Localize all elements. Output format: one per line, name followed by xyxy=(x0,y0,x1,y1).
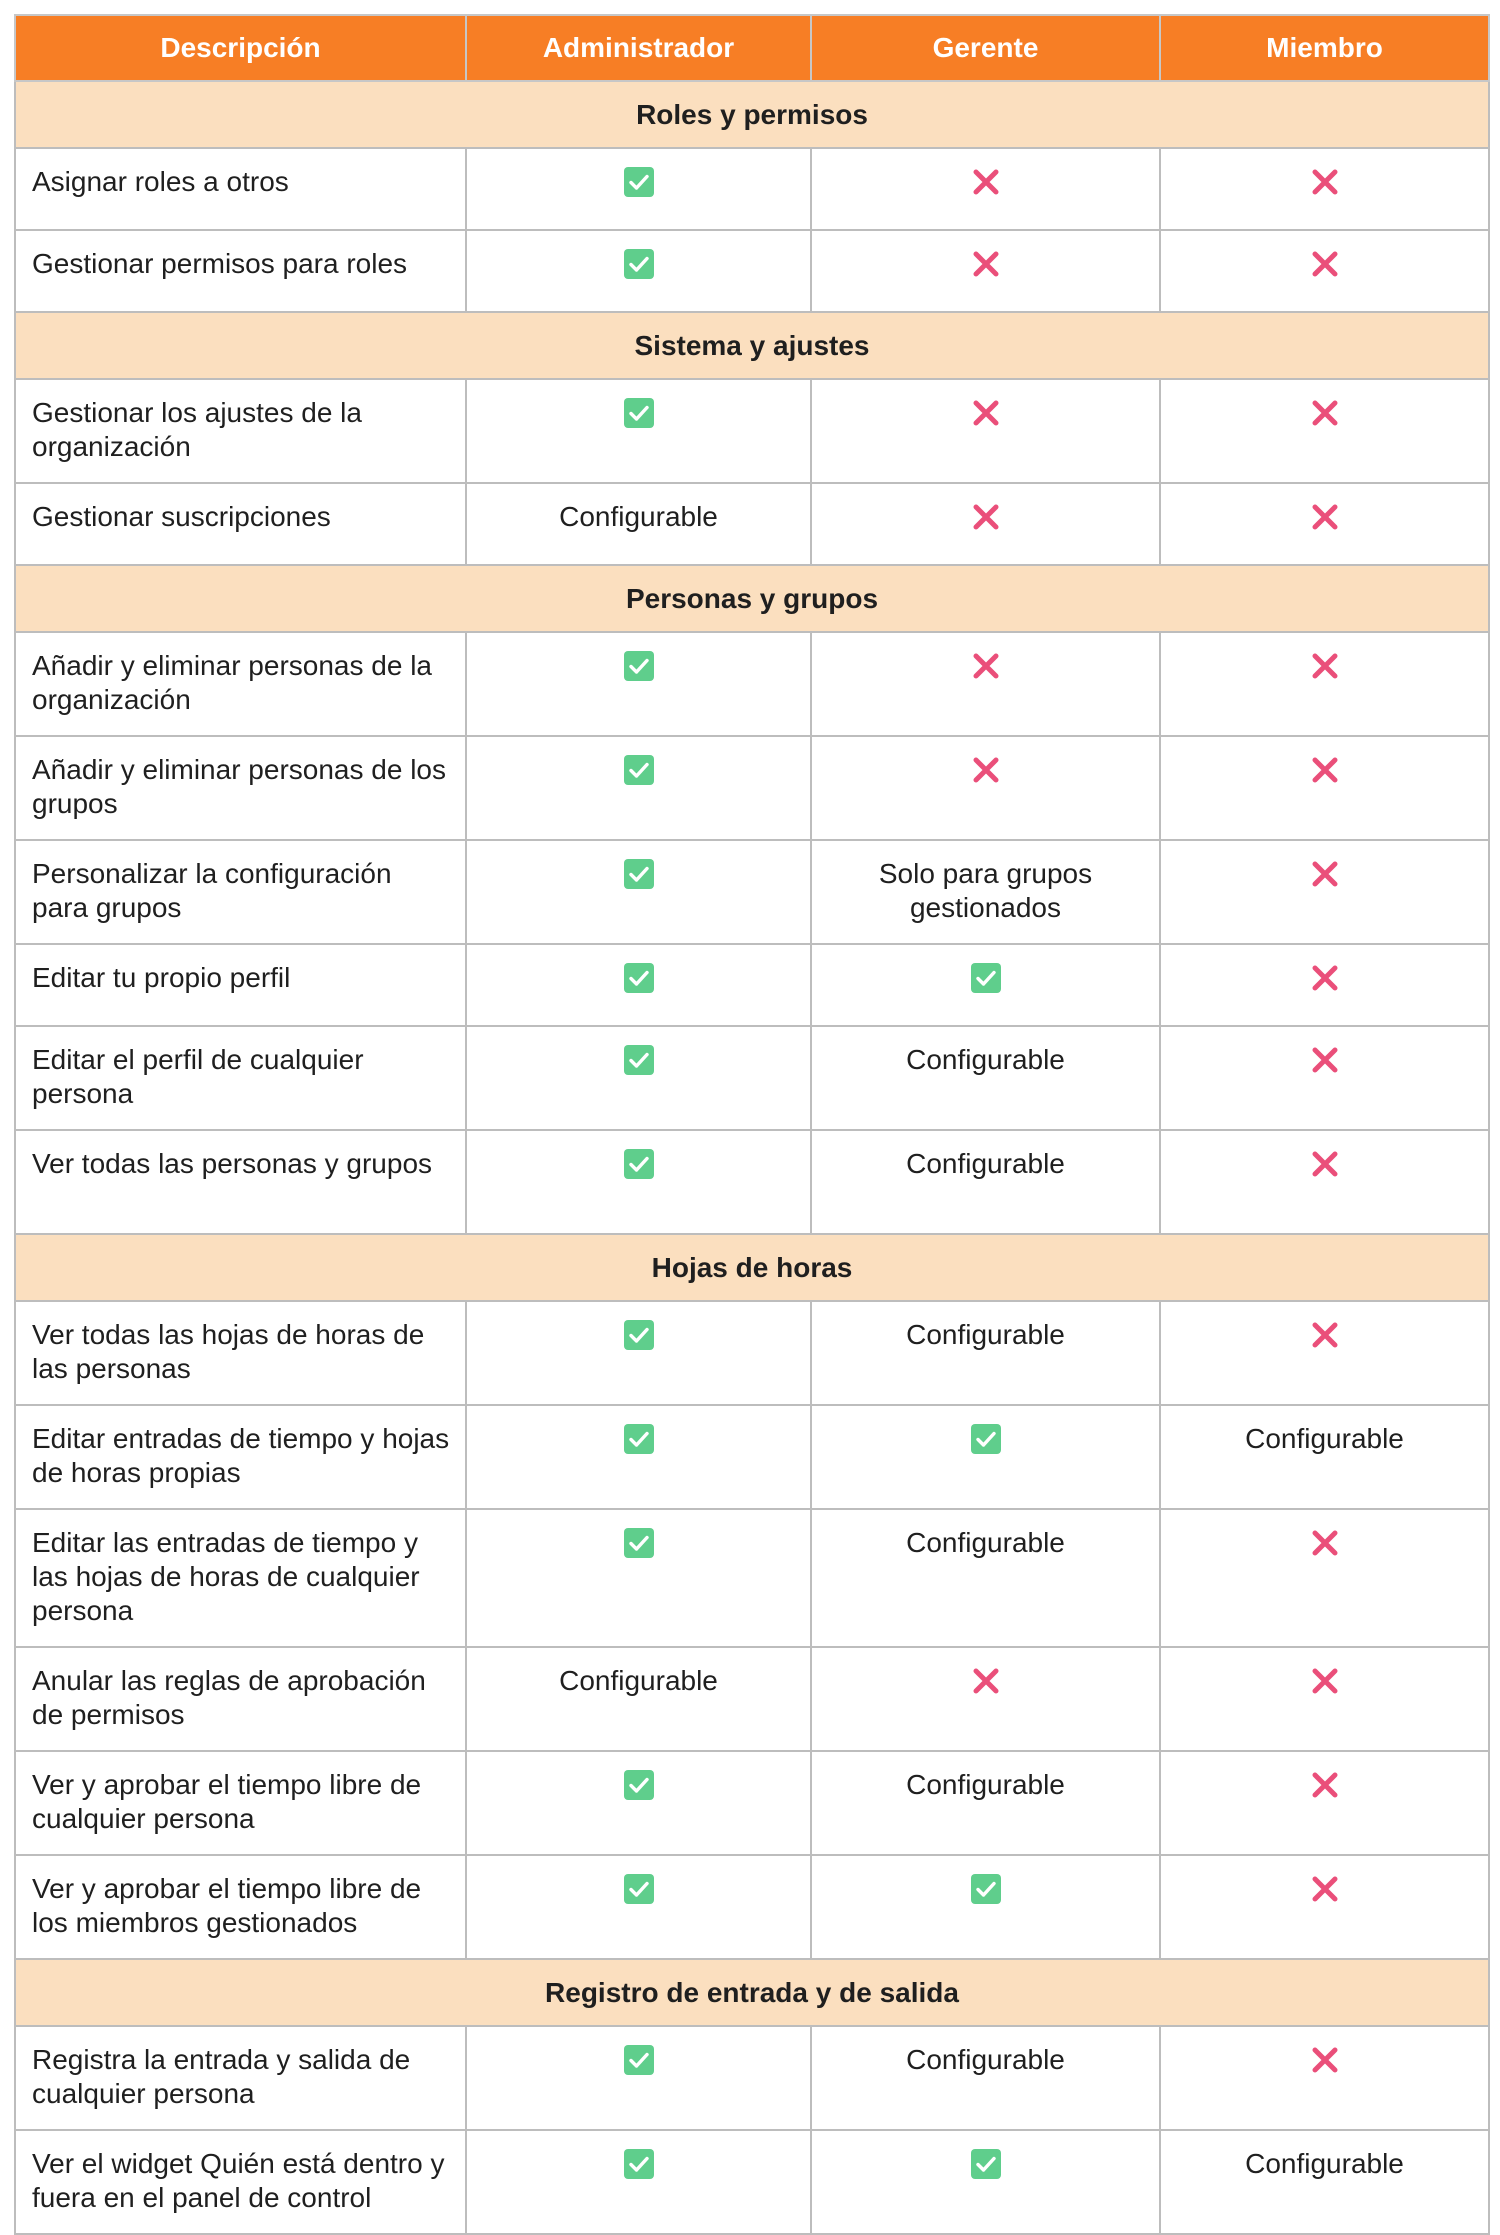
check-icon xyxy=(624,1149,654,1179)
cell-manager xyxy=(811,840,1160,944)
cell-manager xyxy=(811,1855,1160,1959)
cross-icon xyxy=(969,165,1003,199)
cross-icon xyxy=(1308,500,1342,534)
check-icon xyxy=(624,1424,654,1454)
header-row xyxy=(15,15,1489,81)
cell-member xyxy=(1160,148,1489,230)
table-row xyxy=(15,1751,1489,1855)
cell-admin xyxy=(466,483,811,565)
permission-description: Gestionar permisos para roles xyxy=(15,230,466,312)
permissions-table-container xyxy=(14,14,1488,2235)
cell-text: Configurable xyxy=(1245,2148,1404,2179)
permission-description: Ver y aprobar el tiempo libre de los miembros gestionados xyxy=(15,1855,466,1959)
table-row xyxy=(15,1301,1489,1405)
cell-manager xyxy=(811,230,1160,312)
section-title: Roles y permisos xyxy=(15,81,1489,148)
table-row xyxy=(15,483,1489,565)
check-icon xyxy=(624,1770,654,1800)
cell-text: Configurable xyxy=(1245,1423,1404,1454)
cell-manager xyxy=(811,1130,1160,1234)
permission-description: Editar entradas de tiempo y hojas de horas propias xyxy=(15,1405,466,1509)
table-row xyxy=(15,944,1489,1026)
cell-member xyxy=(1160,840,1489,944)
cell-text: Configurable xyxy=(906,1527,1065,1558)
cell-text: Configurable xyxy=(906,1769,1065,1800)
permission-description: Ver el widget Quién está dentro y fuera en el panel de control xyxy=(15,2130,466,2234)
cell-manager xyxy=(811,1751,1160,1855)
cell-admin xyxy=(466,632,811,736)
table-row xyxy=(15,1026,1489,1130)
table-row xyxy=(15,1130,1489,1234)
cell-admin xyxy=(466,379,811,483)
check-icon xyxy=(624,1874,654,1904)
permissions-table xyxy=(14,14,1490,2235)
cell-manager xyxy=(811,2026,1160,2130)
cross-icon xyxy=(1308,753,1342,787)
cell-manager xyxy=(811,1301,1160,1405)
table-row xyxy=(15,632,1489,736)
section-title: Sistema y ajustes xyxy=(15,312,1489,379)
cell-member xyxy=(1160,1855,1489,1959)
section-row xyxy=(15,312,1489,379)
cell-member xyxy=(1160,1647,1489,1751)
cross-icon xyxy=(969,500,1003,534)
table-row xyxy=(15,230,1489,312)
header-member: Miembro xyxy=(1160,15,1489,81)
table-row xyxy=(15,736,1489,840)
cell-member xyxy=(1160,1405,1489,1509)
permission-description: Personalizar la configuración para grupos xyxy=(15,840,466,944)
check-icon xyxy=(624,1528,654,1558)
cell-admin xyxy=(466,944,811,1026)
check-icon xyxy=(971,2149,1001,2179)
section-row xyxy=(15,81,1489,148)
cell-admin xyxy=(466,2130,811,2234)
table-body xyxy=(15,81,1489,2234)
cross-icon xyxy=(969,649,1003,683)
cross-icon xyxy=(1308,961,1342,995)
section-title: Personas y grupos xyxy=(15,565,1489,632)
check-icon xyxy=(971,1874,1001,1904)
cell-member xyxy=(1160,1026,1489,1130)
section-title: Hojas de horas xyxy=(15,1234,1489,1301)
section-row xyxy=(15,1234,1489,1301)
permission-description: Añadir y eliminar personas de los grupos xyxy=(15,736,466,840)
check-icon xyxy=(624,963,654,993)
cell-text: Solo para grupos gestionados xyxy=(878,858,1093,923)
cell-manager xyxy=(811,944,1160,1026)
check-icon xyxy=(624,1320,654,1350)
permission-description: Registra la entrada y salida de cualquier persona xyxy=(15,2026,466,2130)
table-row xyxy=(15,1647,1489,1751)
table-row xyxy=(15,1855,1489,1959)
cell-admin xyxy=(466,2026,811,2130)
cross-icon xyxy=(969,753,1003,787)
permission-description: Anular las reglas de aprobación de permisos xyxy=(15,1647,466,1751)
cell-text: Configurable xyxy=(906,1319,1065,1350)
permission-description: Ver todas las personas y grupos xyxy=(15,1130,466,1234)
cell-admin xyxy=(466,1026,811,1130)
permission-description: Gestionar suscripciones xyxy=(15,483,466,565)
cell-text: Configurable xyxy=(559,501,718,532)
section-title: Registro de entrada y de salida xyxy=(15,1959,1489,2026)
check-icon xyxy=(624,2045,654,2075)
cell-member xyxy=(1160,2026,1489,2130)
cell-manager xyxy=(811,148,1160,230)
check-icon xyxy=(624,398,654,428)
table-row xyxy=(15,840,1489,944)
permission-description: Editar las entradas de tiempo y las hojas de horas de cualquier persona xyxy=(15,1509,466,1647)
cell-member xyxy=(1160,230,1489,312)
check-icon xyxy=(971,963,1001,993)
permission-description: Editar tu propio perfil xyxy=(15,944,466,1026)
cell-member xyxy=(1160,379,1489,483)
table-row xyxy=(15,1405,1489,1509)
cell-admin xyxy=(466,1855,811,1959)
permission-description: Ver todas las hojas de horas de las personas xyxy=(15,1301,466,1405)
check-icon xyxy=(624,651,654,681)
cell-admin xyxy=(466,230,811,312)
cross-icon xyxy=(969,247,1003,281)
permission-description: Añadir y eliminar personas de la organización xyxy=(15,632,466,736)
cross-icon xyxy=(1308,396,1342,430)
cell-member xyxy=(1160,1301,1489,1405)
cross-icon xyxy=(1308,1147,1342,1181)
cell-manager xyxy=(811,1509,1160,1647)
permission-description: Ver y aprobar el tiempo libre de cualquier persona xyxy=(15,1751,466,1855)
permission-description: Asignar roles a otros xyxy=(15,148,466,230)
table-row xyxy=(15,148,1489,230)
cross-icon xyxy=(1308,1768,1342,1802)
cell-member xyxy=(1160,1509,1489,1647)
table-row xyxy=(15,2130,1489,2234)
cell-admin xyxy=(466,1509,811,1647)
cross-icon xyxy=(1308,1043,1342,1077)
cell-member xyxy=(1160,1130,1489,1234)
cross-icon xyxy=(1308,1526,1342,1560)
cross-icon xyxy=(1308,857,1342,891)
cell-admin xyxy=(466,1130,811,1234)
cell-text: Configurable xyxy=(906,1148,1065,1179)
cell-manager xyxy=(811,379,1160,483)
section-row xyxy=(15,565,1489,632)
cell-member xyxy=(1160,944,1489,1026)
cross-icon xyxy=(969,1664,1003,1698)
cross-icon xyxy=(1308,1872,1342,1906)
header-manager: Gerente xyxy=(811,15,1160,81)
cross-icon xyxy=(1308,1664,1342,1698)
cell-admin xyxy=(466,840,811,944)
cell-admin xyxy=(466,1405,811,1509)
cross-icon xyxy=(1308,1318,1342,1352)
cell-manager xyxy=(811,632,1160,736)
check-icon xyxy=(971,1424,1001,1454)
cross-icon xyxy=(1308,165,1342,199)
cell-text: Configurable xyxy=(559,1665,718,1696)
cell-manager xyxy=(811,1026,1160,1130)
cell-admin xyxy=(466,1751,811,1855)
cell-member xyxy=(1160,632,1489,736)
table-row xyxy=(15,379,1489,483)
cell-member xyxy=(1160,483,1489,565)
cell-manager xyxy=(811,1647,1160,1751)
cell-text: Configurable xyxy=(906,2044,1065,2075)
header-description: Descripción xyxy=(15,15,466,81)
permission-description: Editar el perfil de cualquier persona xyxy=(15,1026,466,1130)
check-icon xyxy=(624,249,654,279)
cross-icon xyxy=(1308,2043,1342,2077)
section-row xyxy=(15,1959,1489,2026)
cell-admin xyxy=(466,736,811,840)
cell-admin xyxy=(466,148,811,230)
check-icon xyxy=(624,1045,654,1075)
cell-manager xyxy=(811,1405,1160,1509)
cell-member xyxy=(1160,736,1489,840)
table-row xyxy=(15,2026,1489,2130)
cell-text: Configurable xyxy=(906,1044,1065,1075)
check-icon xyxy=(624,755,654,785)
permission-description: Gestionar los ajustes de la organización xyxy=(15,379,466,483)
cross-icon xyxy=(1308,247,1342,281)
check-icon xyxy=(624,2149,654,2179)
cell-manager xyxy=(811,2130,1160,2234)
cell-admin xyxy=(466,1301,811,1405)
header-administrator: Administrador xyxy=(466,15,811,81)
check-icon xyxy=(624,859,654,889)
cell-member xyxy=(1160,2130,1489,2234)
cell-manager xyxy=(811,736,1160,840)
cell-admin xyxy=(466,1647,811,1751)
cross-icon xyxy=(1308,649,1342,683)
check-icon xyxy=(624,167,654,197)
table-row xyxy=(15,1509,1489,1647)
cross-icon xyxy=(969,396,1003,430)
cell-manager xyxy=(811,483,1160,565)
cell-member xyxy=(1160,1751,1489,1855)
